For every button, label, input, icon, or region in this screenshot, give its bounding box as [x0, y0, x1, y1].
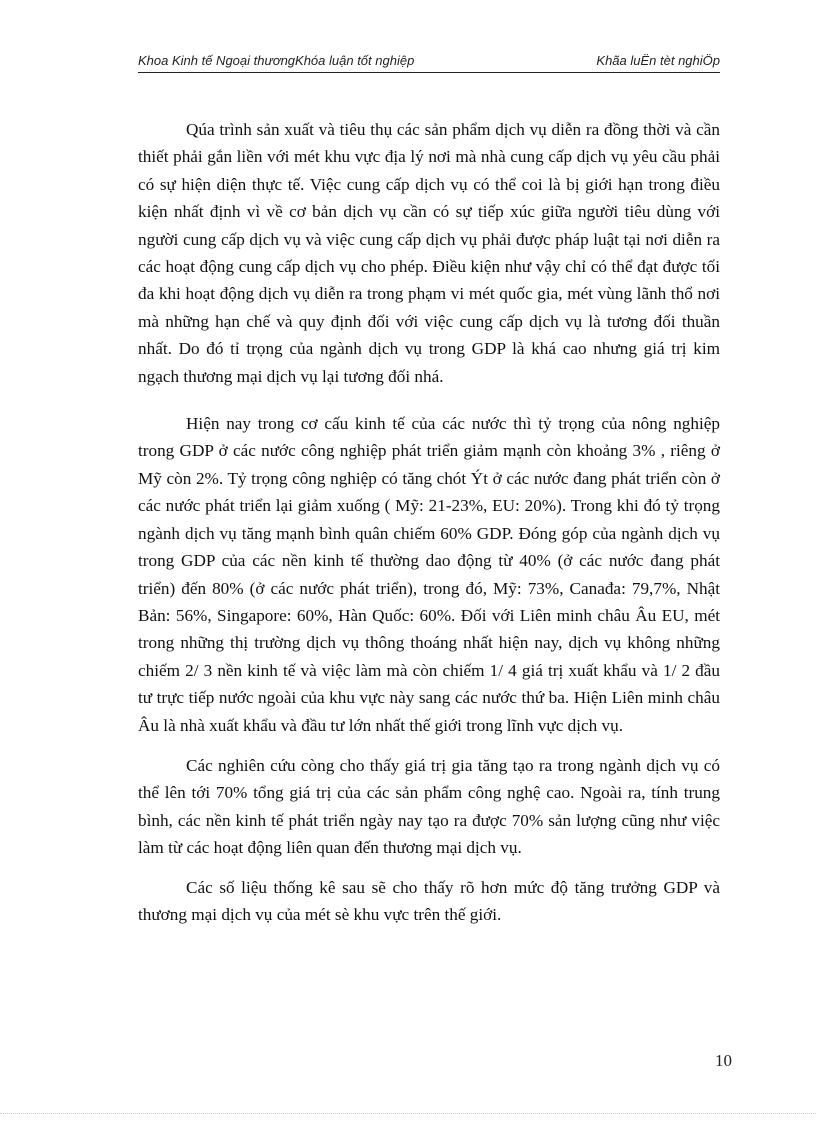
header-right-text: Khãa luËn tèt nghiÖp	[596, 53, 720, 68]
bottom-divider	[0, 1113, 816, 1114]
page-header	[138, 50, 720, 73]
paragraph-3: Các nghiên cứu còng cho thấy giá trị gia tăng tạo ra trong ngành dịch vụ có thể lên tới 70% tổng giá trị của các sản phẩm công nghệ cao. Ngoài ra, tính trung bình, các nền kinh tế phát triển ngày nay tạo ra được 70% sản lượng cũng như việc làm từ các hoạt động liên quan đến thương mại dịch vụ.	[138, 755, 720, 858]
page-number: 10	[715, 1051, 732, 1070]
paragraph-2: Hiện nay trong cơ cấu kinh tế của các nước thì tỷ trọng của nông nghiệp trong GDP ở các nước công nghiệp phát triển giảm mạnh còn khoảng 3% , riêng ở Mỹ còn 2%. Tỷ trọng công nghiệp có tăng chót Ýt ở các nước đang phát triển còn ở các nước phát triển lại giảm xuống ( Mỹ: 21-23%, EU: 20%). Trong khi đó tỷ trọng ngành dịch vụ tăng mạnh bình quân chiếm 60% GDP. Đóng góp của ngành dịch vụ trong GDP của các nền kinh tế thường dao động từ 40% (ở các nước đang phát triển) đến 80% (ở các nước phát triển), trong đó, Mỹ: 73%, Canađa: 79,7%, Nhật Bản: 56%, Singapore: 60%, Hàn Quốc: 60%. Đối với Liên minh châu Âu EU, mét trong những thị trường dịch vụ thông thoáng nhất hiện nay, dịch vụ không những chiếm 2/ 3 nền kinh tế và việc làm mà còn chiếm 1/ 4 giá trị xuất khẩu và 1/ 2 đầu tư trực tiếp nước ngoài của khu vực này sang các nước thứ ba. Hiện Liên minh châu Âu là nhà xuất khẩu và đầu tư lớn nhất thế giới trong lĩnh vực dịch vụ.	[138, 414, 720, 735]
paragraph-4: Các số liệu thống kê sau sẽ cho thấy rõ hơn mức độ tăng trưởng GDP và thương mại dịch vụ của mét sè khu vực trên thế giới.	[138, 877, 720, 924]
paragraph-1: Qúa trình sản xuất và tiêu thụ các sản phẩm dịch vụ diễn ra đồng thời và cần thiết phải gắn liền với mét khu vực địa lý nơi mà nhà cung cấp dịch vụ yêu cầu phải có sự hiện diện thực tế. Việc cung cấp dịch vụ có thể coi là bị giới hạn trong điều kiện nhất định vì về cơ bản dịch vụ cần có sự tiếp xúc giữa người tiêu dùng với người cung cấp dịch vụ và việc cung cấp dịch vụ phải được pháp luật tại nơi diễn ra các hoạt động cung cấp dịch vụ cho phép. Điều kiện như vậy chỉ có thể đạt được tối đa khi hoạt động dịch vụ diễn ra trong phạm vi mét quốc gia, mét vùng lãnh thổ nơi mà những hạn chế và quy định đối với việc cung cấp dịch vụ là tương đối thuần nhất. Do đó tỉ trọng của ngành dịch vụ trong GDP là khá cao nhưng giá trị kim ngạch thương mại dịch vụ lại tương đối nhá.	[138, 120, 720, 386]
header-left-text: Khoa Kinh tế Ngoại thươngKhóa luận tốt nghiệp	[138, 53, 415, 68]
page-body	[138, 116, 720, 942]
